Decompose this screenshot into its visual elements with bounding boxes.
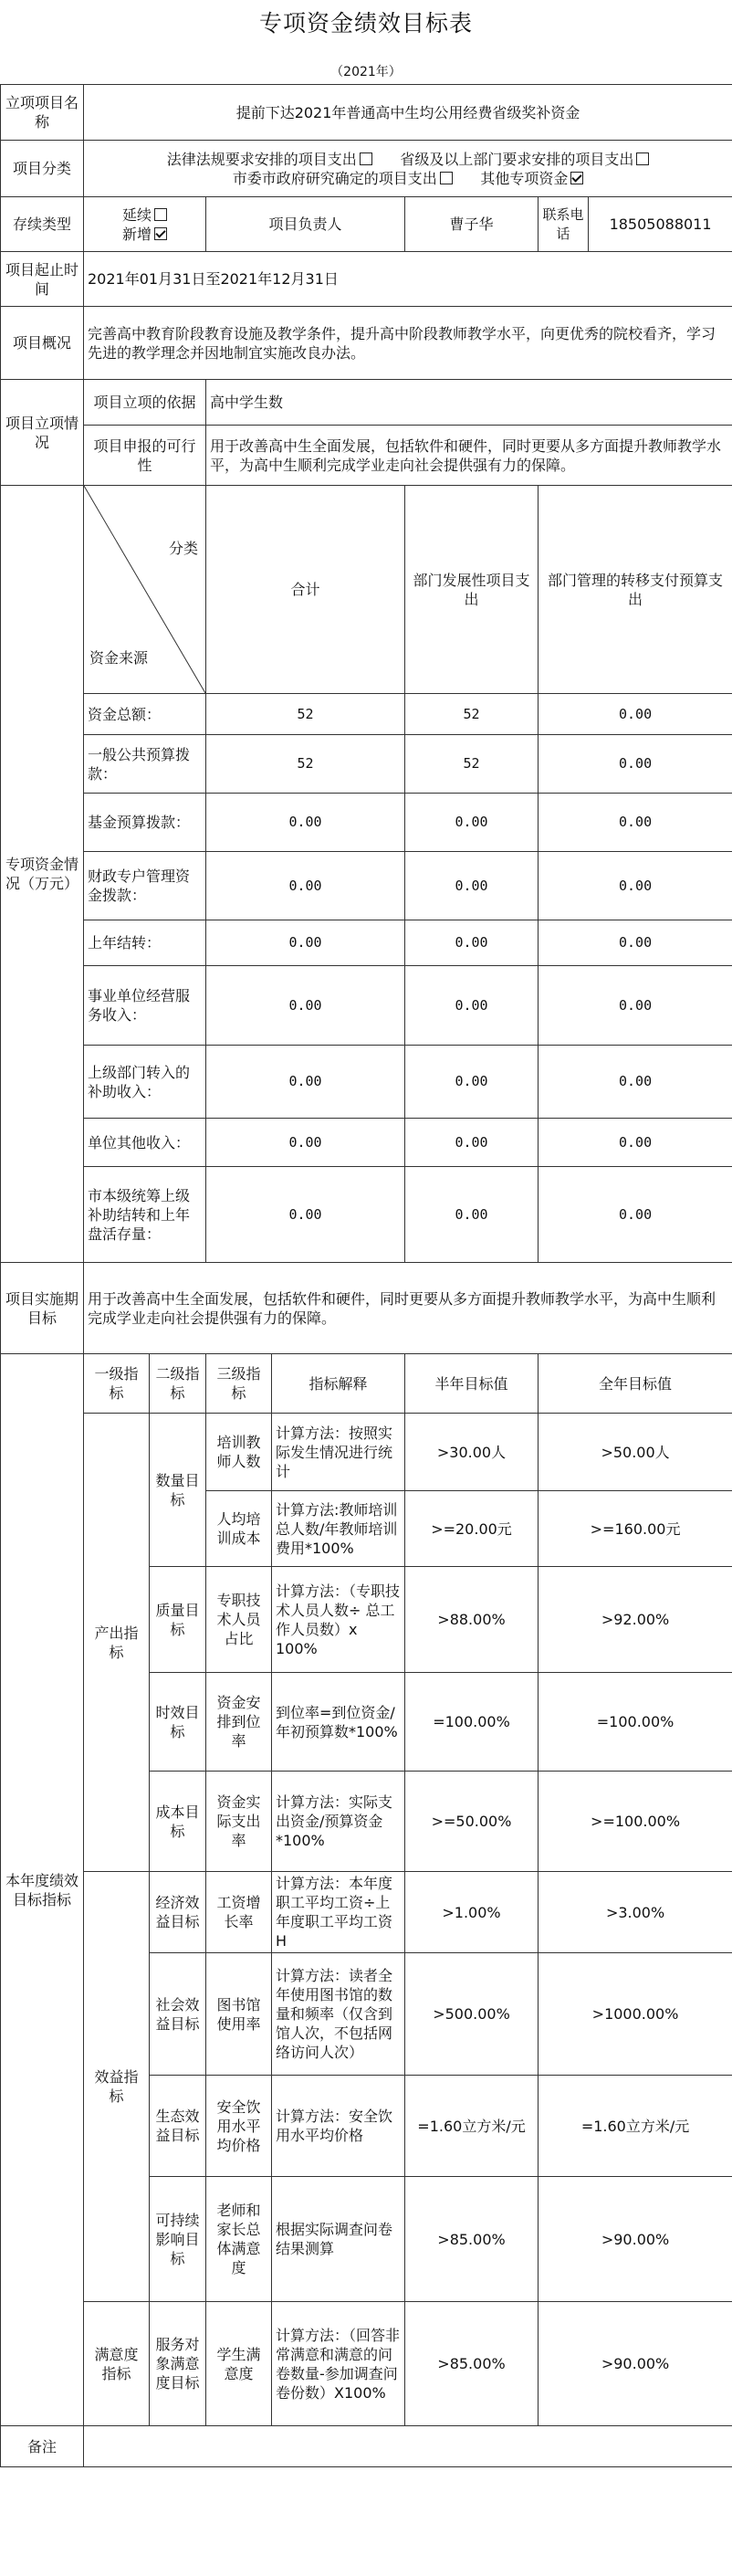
ind-desc: 计算方法：实际支出资金/预算资金*100% [272,1772,405,1872]
ind-half: >30.00人 [405,1414,539,1491]
project-name-label: 立项项目名称 [1,85,84,141]
fund-row-total: 0.00 [206,920,405,966]
remark-value [84,2426,732,2467]
fund-row-dept: 0.00 [405,1046,539,1119]
checkbox-checked-icon[interactable] [154,227,167,240]
diag-bottom-label: 资金来源 [89,649,149,667]
basis-item-label: 项目立项的依据 [84,380,206,426]
ind-l2: 成本目标 [150,1772,206,1872]
existing-continue: 延续 [121,205,152,224]
col-total-header: 合计 [206,486,405,694]
ind-l2: 生态效益目标 [150,2076,206,2177]
ind-full: >90.00% [539,2177,732,2302]
ind-full: >3.00% [539,1872,732,1953]
ind-h1: 一级指标 [84,1354,150,1414]
indicators-label: 本年度绩效目标指标 [1,1354,84,2426]
fund-row-dept: 52 [405,735,539,794]
checkbox-icon[interactable] [154,208,167,221]
ind-half: =1.60立方米/元 [405,2076,539,2177]
fund-row-label: 单位其他收入： [84,1119,206,1167]
col-dept-header: 部门发展性项目支出 [405,486,539,694]
fund-row-dept: 0.00 [405,920,539,966]
fund-row-dept: 0.00 [405,1119,539,1167]
ind-l3: 安全饮用水平均价格 [206,2076,272,2177]
overview-value: 完善高中教育阶段教育设施及教学条件，提升高中阶段教师教学水平，向更优秀的院校看齐，学习先进的教学理念并因地制宜实施改良办法。 [84,307,732,380]
checkbox-checked-icon[interactable] [570,172,583,184]
ind-h5: 半年目标值 [405,1354,539,1414]
basis-label: 项目立项情况 [1,380,84,486]
ind-h6: 全年目标值 [539,1354,732,1414]
ind-half: >500.00% [405,1953,539,2076]
ind-h2: 二级指标 [150,1354,206,1414]
phone-value: 18505088011 [589,197,732,252]
fund-row-total: 0.00 [206,966,405,1046]
performance-table [0,84,732,2467]
checkbox-icon[interactable] [636,152,649,165]
ind-desc: 计算方法：读者全年使用图书馆的数量和频率（仅含到馆人次，不包括网络访问人次） [272,1953,405,2076]
fund-row-total: 0.00 [206,1119,405,1167]
ind-full: >90.00% [539,2302,732,2426]
category-opt3: 市委市政府研究确定的项目支出 [232,169,437,187]
ind-desc: 根据实际调查问卷结果测算 [272,2177,405,2302]
fund-row-total: 0.00 [206,1167,405,1263]
fund-row-dept: 0.00 [405,966,539,1046]
ind-full: =100.00% [539,1673,732,1772]
ind-desc: 计算方法：按照实际发生情况进行统计 [272,1414,405,1491]
ind-full: >92.00% [539,1567,732,1673]
existing-label: 存续类型 [1,197,84,252]
existing-new: 新增 [121,225,152,243]
ind-output-label: 产出指标 [84,1414,150,1872]
page-title: 专项资金绩效目标表 [258,10,473,37]
fund-row-transfer: 0.00 [539,966,732,1046]
category-opt2: 省级及以上部门要求安排的项目支出 [400,150,634,168]
ind-desc: 计算方法：（回答非常满意和满意的问卷数量-参加调查问卷份数）X100% [272,2302,405,2426]
fund-row-total: 0.00 [206,852,405,920]
ind-l3: 图书馆使用率 [206,1953,272,2076]
manager-value: 曹子华 [405,197,539,252]
col-transfer-header: 部门管理的转移支付预算支出 [539,486,732,694]
manager-label: 项目负责人 [206,197,405,252]
overview-label: 项目概况 [1,307,84,380]
funds-label: 专项资金情况（万元） [1,486,84,1263]
ind-half: =100.00% [405,1673,539,1772]
ind-l2: 质量目标 [150,1567,206,1673]
ind-h4: 指标解释 [272,1354,405,1414]
ind-satisfaction-label: 满意度指标 [84,2302,150,2426]
ind-h3: 三级指标 [206,1354,272,1414]
fund-row-transfer: 0.00 [539,1119,732,1167]
ind-full: >=160.00元 [539,1491,732,1567]
fund-row-label: 一般公共预算拨款： [84,735,206,794]
goal-value: 用于改善高中生全面发展，包括软件和硬件，同时更要从多方面提升教师教学水平，为高中生顺利完成学业走向社会提供强有力的保障。 [84,1263,732,1354]
ind-full: >1000.00% [539,1953,732,2076]
fund-row-transfer: 0.00 [539,794,732,852]
ind-half: >88.00% [405,1567,539,1673]
ind-half: >=50.00% [405,1772,539,1872]
ind-full: =1.60立方米/元 [539,2076,732,2177]
fund-row-label: 资金总额： [84,694,206,735]
fund-row-label: 基金预算拨款： [84,794,206,852]
ind-half: >1.00% [405,1872,539,1953]
fund-row-label: 财政专户管理资金拨款： [84,852,206,920]
ind-l3: 培训教师人数 [206,1414,272,1491]
fund-row-total: 52 [206,694,405,735]
category-opt1: 法律法规要求安排的项目支出 [166,150,357,168]
fund-row-total: 0.00 [206,794,405,852]
ind-l3: 资金实际支出率 [206,1772,272,1872]
checkbox-icon[interactable] [360,152,372,165]
fund-row-dept: 52 [405,694,539,735]
ind-full: >=100.00% [539,1772,732,1872]
ind-l3: 老师和家长总体满意度 [206,2177,272,2302]
ind-half: >=20.00元 [405,1491,539,1567]
fund-row-label: 事业单位经营服务收入： [84,966,206,1046]
fund-row-transfer: 0.00 [539,1167,732,1263]
fund-row-dept: 0.00 [405,852,539,920]
feasibility-label: 项目申报的可行性 [84,426,206,486]
ind-l3: 学生满意度 [206,2302,272,2426]
ind-desc: 计算方法：本年度职工平均工资÷上年度职工平均工资H [272,1872,405,1953]
ind-benefit-label: 效益指标 [84,1872,150,2302]
diag-top-label: 分类 [168,540,198,557]
ind-l2: 社会效益目标 [150,1953,206,2076]
ind-half: >85.00% [405,2177,539,2302]
ind-l2: 经济效益目标 [150,1872,206,1953]
fund-row-transfer: 0.00 [539,694,732,735]
period-value: 2021年01月31日至2021年12月31日 [84,252,732,307]
phone-label: 联系电话 [539,197,589,252]
fund-row-total: 0.00 [206,1046,405,1119]
ind-desc: 计算方法:教师培训总人数/年教师培训费用*100% [272,1491,405,1567]
ind-l2: 数量目标 [150,1414,206,1567]
period-label: 项目起止时间 [1,252,84,307]
fund-row-transfer: 0.00 [539,852,732,920]
fund-row-dept: 0.00 [405,1167,539,1263]
remark-label: 备注 [1,2426,84,2467]
ind-full: >50.00人 [539,1414,732,1491]
project-name-value: 提前下达2021年普通高中生均公用经费省级奖补资金 [84,85,732,141]
category-label: 项目分类 [1,141,84,197]
year-label: （2021年） [330,65,402,79]
ind-l2: 服务对象满意度目标 [150,2302,206,2426]
fund-row-total: 52 [206,735,405,794]
fund-row-transfer: 0.00 [539,735,732,794]
category-opt4: 其他专项资金 [480,169,569,187]
fund-row-label: 上年结转： [84,920,206,966]
ind-l2: 可持续影响目标 [150,2177,206,2302]
ind-l3: 资金安排到位率 [206,1673,272,1772]
fund-row-label: 上级部门转入的补助收入： [84,1046,206,1119]
category-options [84,141,732,197]
funds-diagonal-header [84,486,206,694]
fund-row-transfer: 0.00 [539,1046,732,1119]
fund-row-dept: 0.00 [405,794,539,852]
fund-row-transfer: 0.00 [539,920,732,966]
ind-l3: 工资增长率 [206,1872,272,1953]
checkbox-icon[interactable] [440,172,453,184]
ind-l3: 专职技术人员占比 [206,1567,272,1673]
ind-desc: 计算方法：（专职技术人员人数÷ 总工作人员数）x 100% [272,1567,405,1673]
existing-options [84,197,206,252]
basis-item-value: 高中学生数 [206,380,732,426]
ind-l2: 时效目标 [150,1673,206,1772]
goal-label: 项目实施期目标 [1,1263,84,1354]
ind-desc: 计算方法：安全饮用水平均价格 [272,2076,405,2177]
ind-half: >85.00% [405,2302,539,2426]
ind-l3: 人均培训成本 [206,1491,272,1567]
fund-row-label: 市本级统筹上级补助结转和上年盘活存量： [84,1167,206,1263]
ind-desc: 到位率=到位资金/年初预算数*100% [272,1673,405,1772]
feasibility-value: 用于改善高中生全面发展，包括软件和硬件，同时更要从多方面提升教师教学水平，为高中生顺利完成学业走向社会提供强有力的保障。 [206,426,732,486]
